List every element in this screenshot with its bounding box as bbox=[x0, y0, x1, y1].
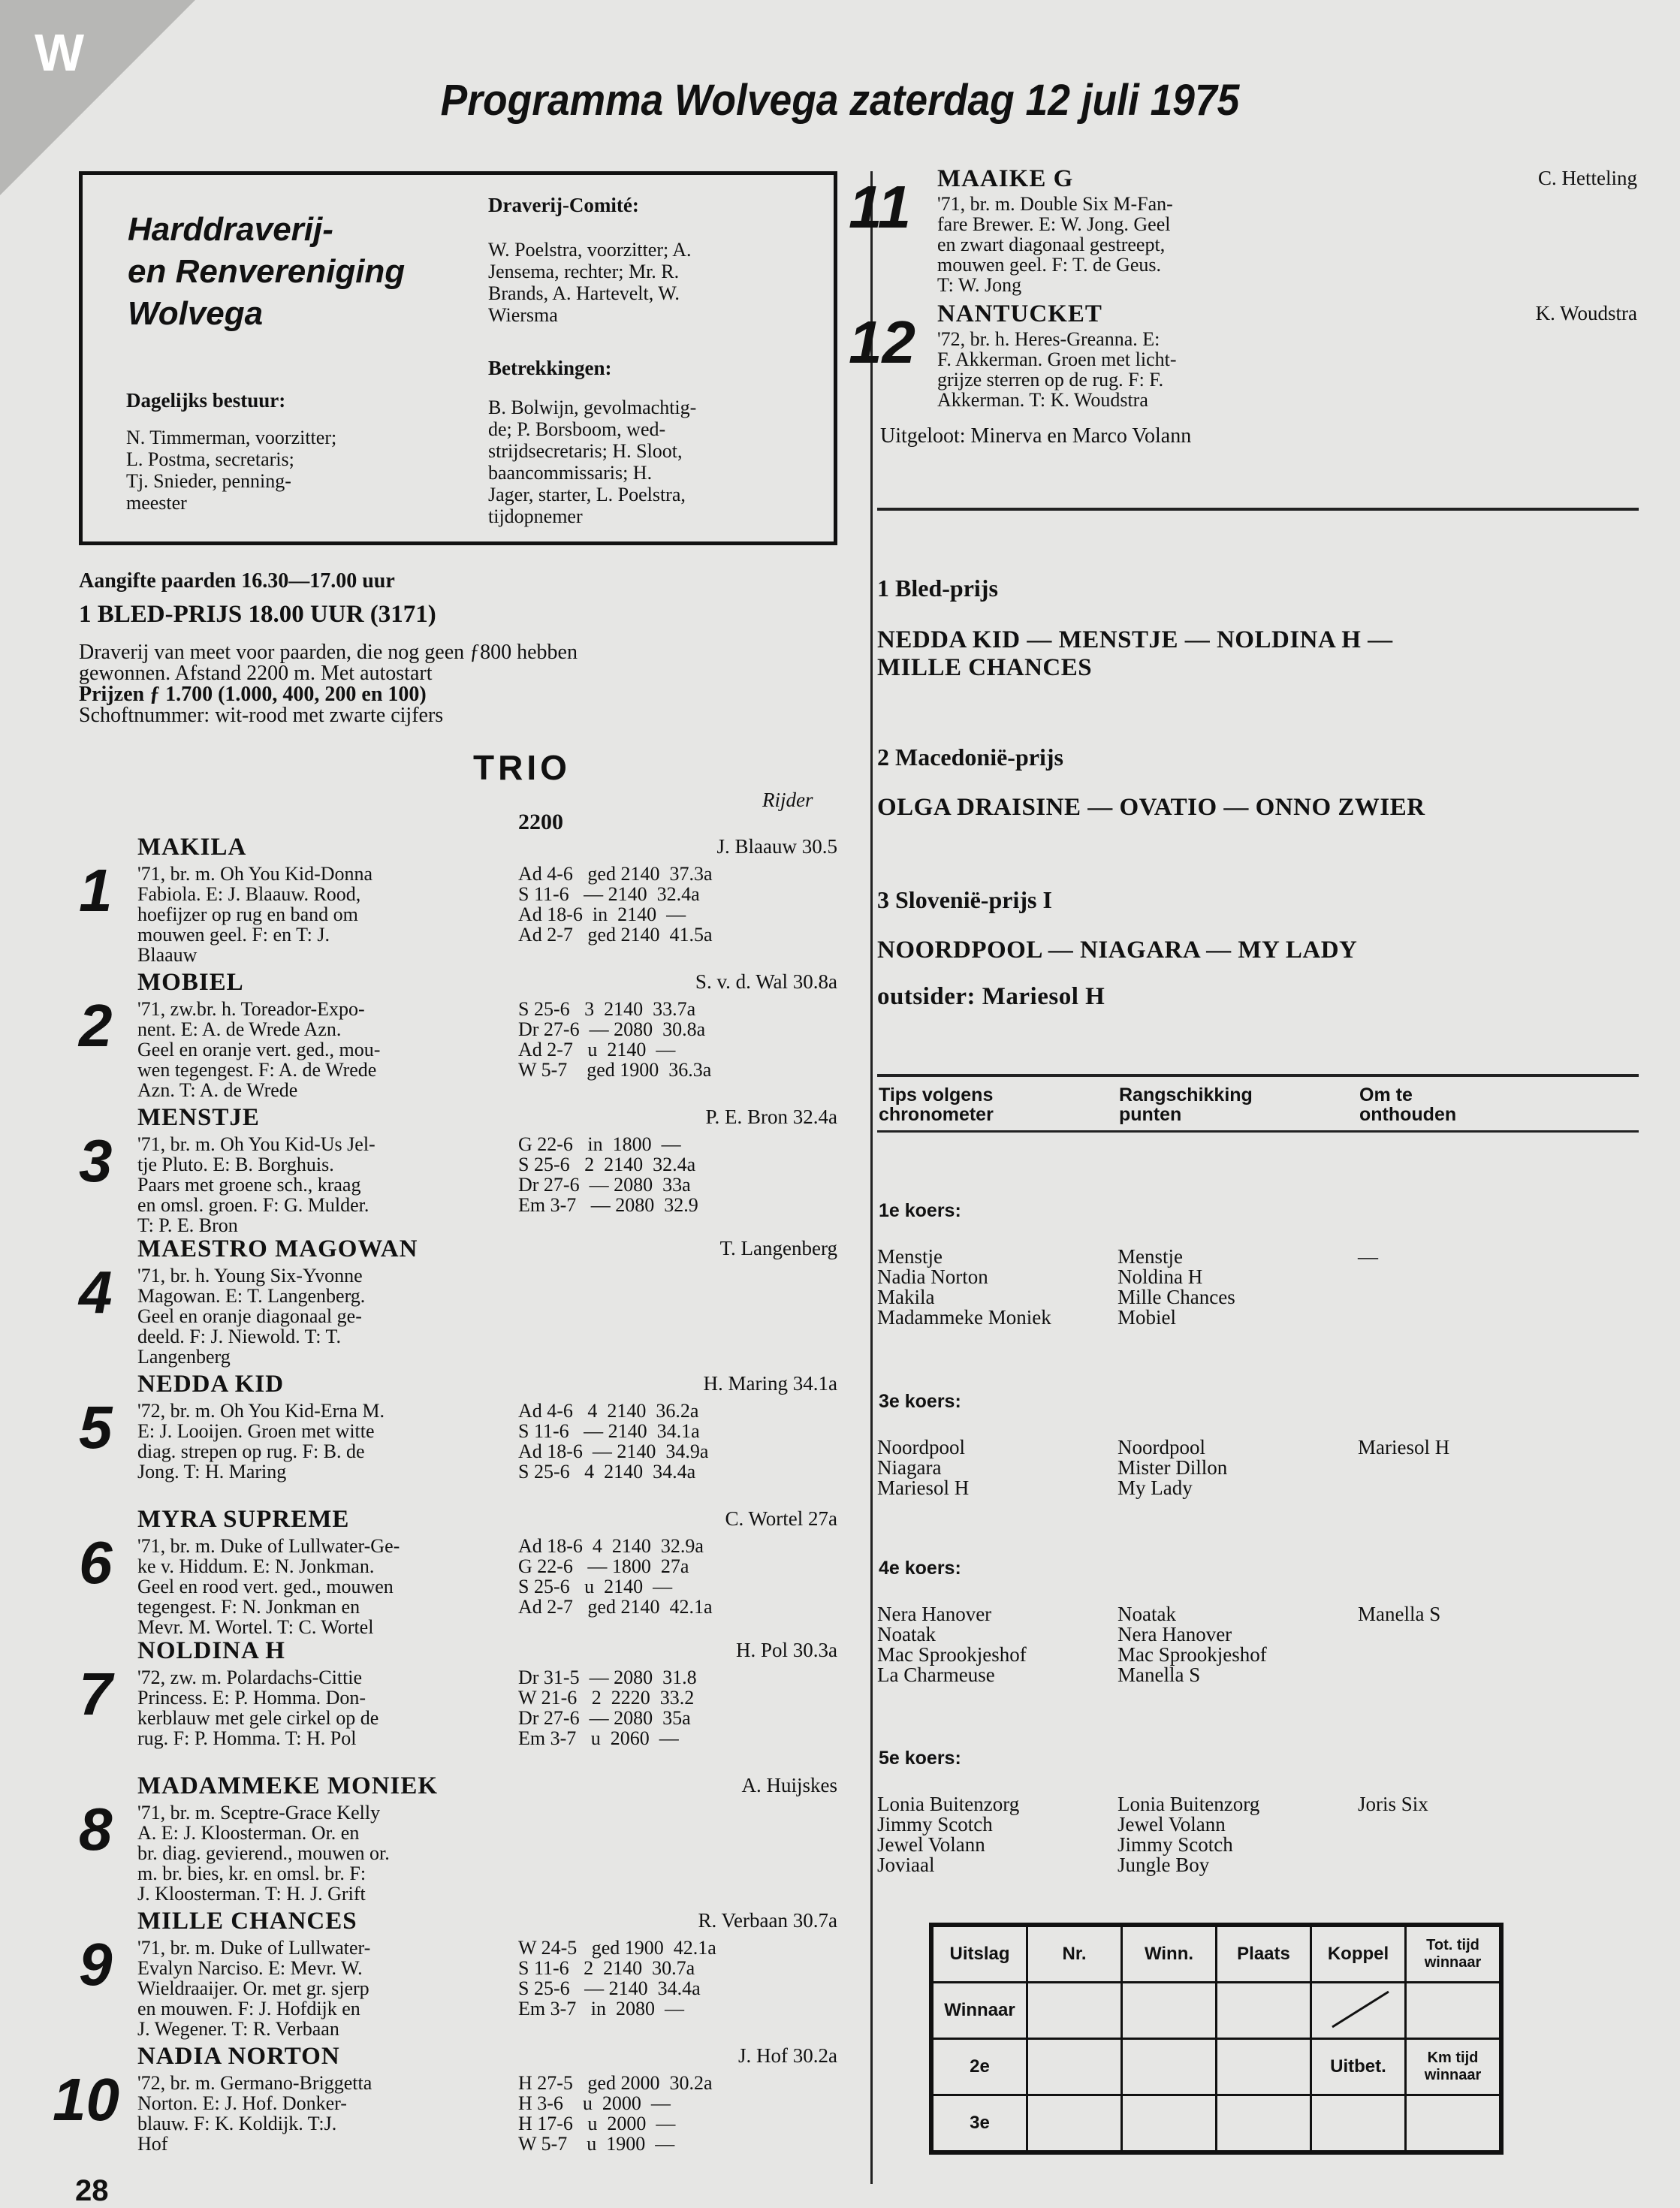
tips-entry: Manella S bbox=[1358, 1603, 1441, 1625]
performance-line: Ad 18-6 4 2140 32.9a bbox=[518, 1535, 704, 1557]
horse-rider: T. Langenberg bbox=[719, 1237, 837, 1259]
trio-label: TRIO bbox=[473, 748, 571, 787]
comite-line: Jensema, rechter; Mr. R. bbox=[488, 261, 680, 282]
race-schoft: Schoftnummer: wit-rood met zwarte cijfers bbox=[79, 704, 444, 727]
performance-line: S 25-6 3 2140 33.7a bbox=[518, 998, 696, 1020]
tips-entry: Lonia Buitenzorg bbox=[877, 1793, 1020, 1815]
distance-label: 2200 bbox=[518, 810, 563, 834]
tips-header-line: punten bbox=[1119, 1104, 1182, 1125]
tips-column bbox=[1358, 1436, 1449, 1456]
tips-entry: Mariesol H bbox=[1358, 1436, 1450, 1458]
race-conditions bbox=[79, 642, 830, 726]
tips-entry: Makila bbox=[877, 1286, 935, 1308]
horse-description-line: Princess. E: P. Homma. Don- bbox=[137, 1687, 366, 1709]
tips-header-3 bbox=[1359, 1085, 1456, 1124]
horse-description bbox=[937, 329, 1343, 410]
prediction-heading: 3 Slovenië-prijs I bbox=[877, 886, 1052, 913]
tips-column bbox=[1358, 1793, 1428, 1813]
result-cell bbox=[1122, 1983, 1217, 2039]
horse-description-line: '72, zw. m. Polardachs-Cittie bbox=[137, 1667, 363, 1688]
performance-line: Dr 27-6 — 2080 30.8a bbox=[518, 1018, 706, 1040]
tips-header-rule bbox=[877, 1130, 1639, 1133]
tips-entry: Noldina H bbox=[1117, 1265, 1203, 1288]
horse-description-line: deeld. F: J. Niewold. T: T. bbox=[137, 1326, 341, 1347]
horse-description-line: T: W. Jong bbox=[937, 274, 1022, 296]
performance-line: Dr 31-5 — 2080 31.8 bbox=[518, 1667, 697, 1688]
result-header-cell: Koppel bbox=[1311, 1925, 1406, 1983]
horse-rider: P. E. Bron 32.4a bbox=[705, 1106, 837, 1128]
tips-column bbox=[1358, 1603, 1440, 1623]
betrekkingen-line: baancommissaris; H. bbox=[488, 462, 653, 484]
result-cell bbox=[1406, 1983, 1502, 2039]
race-condition-line: Draverij van meet voor paarden, die nog geen ƒ800 hebben bbox=[79, 641, 578, 664]
horse-performances bbox=[518, 2073, 837, 2154]
horse-description-line: '72, br. m. Germano-Briggetta bbox=[137, 2072, 372, 2094]
prediction-3 bbox=[877, 886, 1628, 1011]
horse-description-line: J. Kloosterman. T: H. J. Grift bbox=[137, 1883, 366, 1905]
performance-line: S 11-6 — 2140 34.1a bbox=[518, 1420, 700, 1442]
horse-performances bbox=[518, 999, 837, 1080]
horse-rider: H. Pol 30.3a bbox=[736, 1639, 837, 1661]
performance-line: Ad 18-6 — 2140 34.9a bbox=[518, 1440, 709, 1462]
result-table bbox=[929, 1923, 1504, 2155]
club-name-line: Harddraverij- bbox=[128, 211, 333, 248]
horse-description-line: Geel en oranje diagonaal ge- bbox=[137, 1305, 362, 1327]
betrekkingen-line: tijdopnemer bbox=[488, 505, 583, 527]
performance-line: Dr 27-6 — 2080 35a bbox=[518, 1707, 691, 1729]
horse-description-line: en omsl. groen. F: G. Mulder. bbox=[137, 1194, 369, 1216]
tips-entry: Madammeke Moniek bbox=[877, 1306, 1051, 1329]
performance-line: Ad 4-6 ged 2140 37.3a bbox=[518, 863, 713, 885]
tips-entry: Jimmy Scotch bbox=[877, 1813, 993, 1835]
tips-entry: Noatak bbox=[877, 1623, 936, 1645]
horse-description-line: Azn. T: A. de Wrede bbox=[137, 1079, 298, 1101]
horse-description-line: '72, br. h. Heres-Greanna. E: bbox=[937, 328, 1160, 350]
horse-description-line: br. diag. gevierend., mouwen or. bbox=[137, 1842, 390, 1864]
horse-performances bbox=[518, 1536, 837, 1617]
corner-letter: W bbox=[35, 23, 85, 82]
tips-column bbox=[1117, 1245, 1235, 1329]
club-box bbox=[79, 171, 837, 545]
horse-name: MAKILA bbox=[137, 834, 247, 861]
tips-header-line: Om te bbox=[1359, 1084, 1413, 1106]
tips-entry: — bbox=[1358, 1245, 1378, 1268]
horse-rider: J. Blaauw 30.5 bbox=[716, 835, 837, 858]
result-header-cell: Winn. bbox=[1122, 1925, 1217, 1983]
result-row-label: 2e bbox=[931, 2039, 1027, 2095]
horse-description-line: en mouwen. F: J. Hofdijk en bbox=[137, 1998, 360, 2019]
betrekkingen-label: Betrekkingen: bbox=[488, 357, 612, 379]
tips-entry: Joviaal bbox=[877, 1854, 935, 1876]
result-row-label: 3e bbox=[931, 2095, 1027, 2153]
tips-top-rule bbox=[877, 1074, 1639, 1077]
horse-rider: C. Hetteling bbox=[1538, 167, 1637, 189]
result-cell bbox=[1311, 2095, 1406, 2153]
tips-entry: Jimmy Scotch bbox=[1117, 1833, 1233, 1856]
horse-description-line: E: J. Looijen. Groen met witte bbox=[137, 1420, 375, 1442]
performance-line: W 5-7 u 1900 — bbox=[518, 2133, 675, 2155]
horse-number: 5 bbox=[79, 1394, 113, 1461]
tips-column bbox=[877, 1245, 1051, 1329]
tips-section-label: 5e koers: bbox=[879, 1748, 961, 1769]
horse-name: MENSTJE bbox=[137, 1104, 260, 1131]
tips-entry: Menstje bbox=[1117, 1245, 1183, 1268]
result-header-cell: Nr. bbox=[1027, 1925, 1122, 1983]
result-header-cell: Plaats bbox=[1217, 1925, 1311, 1983]
tips-entry: My Lady bbox=[1117, 1477, 1193, 1499]
horse-rider: H. Maring 34.1a bbox=[703, 1372, 837, 1395]
horse-description-line: Jong. T: H. Maring bbox=[137, 1461, 287, 1483]
horse-description-line: en zwart diagonaal gestreept, bbox=[937, 234, 1166, 255]
tips-section-label: 1e koers: bbox=[879, 1200, 961, 1221]
betrekkingen-line: Jager, starter, L. Poelstra, bbox=[488, 484, 686, 505]
race-prizes: Prijzen ƒ 1.700 (1.000, 400, 200 en 100) bbox=[79, 683, 427, 706]
tips-column bbox=[1358, 1245, 1378, 1268]
horse-description-line: '71, br. m. Duke of Lullwater- bbox=[137, 1937, 371, 1959]
horse-number: 8 bbox=[79, 1796, 113, 1863]
horse-rider: C. Wortel 27a bbox=[725, 1507, 837, 1530]
club-name-line: en Renvereniging bbox=[128, 253, 406, 290]
horse-description-line: Blaauw bbox=[137, 944, 198, 966]
tips-section-label: 3e koers: bbox=[879, 1391, 961, 1412]
horse-description-line: Geel en oranje vert. ged., mou- bbox=[137, 1039, 381, 1060]
tips-header-1 bbox=[879, 1085, 994, 1124]
horse-name: NANTUCKET bbox=[937, 300, 1102, 327]
horse-description-line: Akkerman. T: K. Woudstra bbox=[937, 389, 1148, 411]
tips-entry: Jewel Volann bbox=[877, 1833, 985, 1856]
horse-number: 1 bbox=[79, 857, 113, 924]
performance-line: Ad 4-6 4 2140 36.2a bbox=[518, 1400, 699, 1422]
prediction-line: NEDDA KID — MENSTJE — NOLDINA H — bbox=[877, 626, 1393, 653]
performance-line: Dr 27-6 — 2080 33a bbox=[518, 1174, 691, 1196]
bestuur-line: N. Timmerman, voorzitter; bbox=[126, 427, 337, 448]
result-cell bbox=[1217, 2039, 1311, 2095]
performance-line: Ad 2-7 u 2140 — bbox=[518, 1039, 676, 1060]
horse-name: MYRA SUPREME bbox=[137, 1506, 350, 1533]
horse-description bbox=[137, 1265, 517, 1367]
horse-description-line: nent. E: A. de Wrede Azn. bbox=[137, 1018, 342, 1040]
horse-description bbox=[137, 1401, 517, 1482]
tips-entry: Mac Sprookjeshof bbox=[877, 1643, 1027, 1666]
tips-column bbox=[1117, 1793, 1259, 1874]
result-row bbox=[931, 1983, 1501, 2039]
bestuur-list bbox=[126, 427, 336, 514]
tips-header-line: Tips volgens bbox=[879, 1084, 994, 1106]
bestuur-line: L. Postma, secretaris; bbox=[126, 448, 294, 470]
bestuur-label: Dagelijks bestuur: bbox=[126, 389, 286, 412]
tips-entry: Jewel Volann bbox=[1117, 1813, 1226, 1835]
rijder-label: Rijder bbox=[762, 789, 813, 811]
performance-line: G 22-6 — 1800 27a bbox=[518, 1555, 689, 1577]
prediction-2 bbox=[877, 744, 1628, 822]
betrekkingen-line: strijdsecretaris; H. Sloot, bbox=[488, 440, 683, 462]
tips-entry: Noordpool bbox=[1117, 1436, 1205, 1458]
horse-description-line: tje Pluto. E: B. Borghuis. bbox=[137, 1154, 334, 1175]
tips-entry: Noordpool bbox=[877, 1436, 965, 1458]
tips-header-line: onthouden bbox=[1359, 1104, 1457, 1125]
performance-line: W 24-5 ged 1900 42.1a bbox=[518, 1937, 716, 1959]
performance-line: S 11-6 — 2140 32.4a bbox=[518, 883, 700, 905]
comite-list bbox=[488, 239, 692, 326]
horse-description-line: Wieldraaijer. Or. met gr. sjerp bbox=[137, 1977, 369, 1999]
performance-line: S 25-6 u 2140 — bbox=[518, 1576, 673, 1597]
horse-rider: R. Verbaan 30.7a bbox=[698, 1909, 837, 1932]
horse-description-line: '71, br. m. Oh You Kid-Us Jel- bbox=[137, 1133, 376, 1155]
horse-description-line: '71, br. m. Sceptre-Grace Kelly bbox=[137, 1802, 381, 1823]
horse-description-line: Geel en rood vert. ged., mouwen bbox=[137, 1576, 394, 1597]
comite-label: Draverij-Comité: bbox=[488, 194, 639, 216]
performance-line: S 25-6 — 2140 34.4a bbox=[518, 1977, 701, 1999]
result-cell bbox=[1217, 2095, 1311, 2153]
prediction-line: NOORDPOOL — NIAGARA — MY LADY bbox=[877, 937, 1358, 964]
club-name bbox=[128, 209, 405, 335]
horse-name: NOLDINA H bbox=[137, 1637, 285, 1664]
horse-description-line: '71, br. m. Double Six M-Fan- bbox=[937, 193, 1173, 215]
tips-column bbox=[1117, 1436, 1227, 1497]
result-cell bbox=[1027, 1983, 1122, 2039]
betrekkingen-line: de; P. Borsboom, wed- bbox=[488, 418, 666, 440]
horse-description bbox=[137, 999, 517, 1100]
horse-performances bbox=[518, 1401, 837, 1482]
horse-number: 6 bbox=[79, 1529, 113, 1596]
tips-entry: Mariesol H bbox=[877, 1477, 970, 1499]
result-cell bbox=[1027, 2039, 1122, 2095]
horse-description-line: mouwen geel. F: en T: J. bbox=[137, 924, 330, 946]
performance-line: S 25-6 2 2140 32.4a bbox=[518, 1154, 696, 1175]
horse-performances bbox=[518, 864, 837, 945]
horse-number: 3 bbox=[79, 1127, 113, 1194]
horse-description-line: ke v. Hiddum. E: N. Jonkman. bbox=[137, 1555, 375, 1577]
horse-description-line: '71, br. m. Duke of Lullwater-Ge- bbox=[137, 1535, 400, 1557]
prediction-line: MILLE CHANCES bbox=[877, 654, 1093, 681]
horse-name: MAESTRO MAGOWAN bbox=[137, 1235, 418, 1262]
horse-name: MILLE CHANCES bbox=[137, 1908, 357, 1935]
divider bbox=[877, 508, 1639, 511]
tips-entry: Nera Hanover bbox=[1117, 1623, 1232, 1645]
performance-line: Ad 2-7 ged 2140 42.1a bbox=[518, 1596, 713, 1618]
horse-description-line: Evalyn Narciso. E: Mevr. W. bbox=[137, 1957, 363, 1979]
performance-line: W 5-7 ged 1900 36.3a bbox=[518, 1059, 712, 1081]
tips-section-label: 4e koers: bbox=[879, 1558, 961, 1579]
comite-line: Wiersma bbox=[488, 304, 558, 326]
horse-description bbox=[137, 1536, 517, 1637]
performance-line: Ad 18-6 in 2140 — bbox=[518, 903, 686, 925]
horse-description-line: Langenberg bbox=[137, 1346, 231, 1368]
horse-description-line: tegengest. F: N. Jonkman en bbox=[137, 1596, 360, 1618]
betrekkingen-line: B. Bolwijn, gevolmachtig- bbox=[488, 397, 697, 418]
performance-line: W 21-6 2 2220 33.2 bbox=[518, 1687, 695, 1709]
tips-entry: Mobiel bbox=[1117, 1306, 1176, 1329]
bestuur-line: meester bbox=[126, 492, 187, 514]
result-cell bbox=[1406, 2095, 1502, 2153]
race-heading: 1 BLED-PRIJS 18.00 UUR (3171) bbox=[79, 601, 436, 628]
tips-column bbox=[877, 1436, 969, 1497]
horse-name: MAAIKE G bbox=[937, 165, 1074, 192]
horse-number: 7 bbox=[79, 1661, 113, 1727]
horse-description-line: '72, br. m. Oh You Kid-Erna M. bbox=[137, 1400, 385, 1422]
horse-description-line: '71, br. h. Young Six-Yvonne bbox=[137, 1265, 363, 1286]
performance-line: G 22-6 in 1800 — bbox=[518, 1133, 681, 1155]
horse-description-line: wen tegengest. F: A. de Wrede bbox=[137, 1059, 377, 1081]
performance-line: Em 3-7 u 2060 — bbox=[518, 1727, 679, 1749]
horse-performances bbox=[518, 1667, 837, 1748]
comite-line: Brands, A. Hartevelt, W. bbox=[488, 282, 680, 304]
result-header-cell: Uitslag bbox=[931, 1925, 1027, 1983]
km-tijd-label: Km tijd winnaar bbox=[1406, 2039, 1502, 2095]
tips-entry: Mille Chances bbox=[1117, 1286, 1235, 1308]
horse-description-line: A. E: J. Kloosterman. Or. en bbox=[137, 1822, 360, 1844]
horse-description-line: Norton. E: J. Hof. Donker- bbox=[137, 2092, 347, 2114]
horse-description-line: '71, br. m. Oh You Kid-Donna bbox=[137, 863, 373, 885]
tips-entry: Nera Hanover bbox=[877, 1603, 992, 1625]
horse-name: MADAMMEKE MONIEK bbox=[137, 1772, 439, 1799]
tips-entry: Menstje bbox=[877, 1245, 943, 1268]
horse-name: NEDDA KID bbox=[137, 1371, 285, 1398]
performance-line: S 25-6 4 2140 34.4a bbox=[518, 1461, 696, 1483]
horse-description-line: '71, zw.br. h. Toreador-Expo- bbox=[137, 998, 365, 1020]
result-row-label: Winnaar bbox=[931, 1983, 1027, 2039]
horse-rider: K. Woudstra bbox=[1535, 302, 1637, 324]
tips-header-line: Rangschikking bbox=[1119, 1084, 1253, 1106]
tips-entry: Nadia Norton bbox=[877, 1265, 988, 1288]
horse-description-line: Fabiola. E: J. Blaauw. Rood, bbox=[137, 883, 361, 905]
tips-entry: Mister Dillon bbox=[1117, 1456, 1228, 1479]
horse-description bbox=[137, 1667, 517, 1748]
page-number: 28 bbox=[75, 2174, 109, 2207]
horse-description-line: diag. strepen op rug. F: B. de bbox=[137, 1440, 365, 1462]
tips-header-2 bbox=[1119, 1085, 1253, 1124]
tips-column bbox=[877, 1793, 1019, 1874]
performance-line: Em 3-7 — 2080 32.9 bbox=[518, 1194, 698, 1216]
horse-description-line: Magowan. E: T. Langenberg. bbox=[137, 1285, 366, 1307]
tips-entry: Mac Sprookjeshof bbox=[1117, 1643, 1267, 1666]
horse-description-line: m. br. bies, kr. en omsl. br. F: bbox=[137, 1863, 366, 1884]
uitbet-label: Uitbet. bbox=[1311, 2039, 1406, 2095]
tips-column bbox=[1117, 1603, 1267, 1684]
slash-mark bbox=[1317, 1986, 1400, 2031]
performance-line: S 11-6 2 2140 30.7a bbox=[518, 1957, 695, 1979]
horse-name: NADIA NORTON bbox=[137, 2043, 340, 2070]
prediction-1 bbox=[877, 575, 1628, 682]
horse-number: 4 bbox=[79, 1259, 113, 1326]
horse-number: 9 bbox=[79, 1931, 113, 1998]
horse-rider: J. Hof 30.2a bbox=[738, 2044, 837, 2067]
horse-rider: S. v. d. Wal 30.8a bbox=[695, 970, 837, 993]
horse-description-line: Paars met groene sch., kraag bbox=[137, 1174, 361, 1196]
horse-description-line: fare Brewer. E: W. Jong. Geel bbox=[937, 213, 1171, 235]
horse-name: MOBIEL bbox=[137, 969, 244, 996]
koppel-slash-cell bbox=[1311, 1983, 1406, 2039]
column-divider bbox=[870, 171, 873, 2184]
prediction-line: OLGA DRAISINE — OVATIO — ONNO ZWIER bbox=[877, 794, 1425, 821]
tips-entry: Jungle Boy bbox=[1117, 1854, 1210, 1876]
tips-entry: Joris Six bbox=[1358, 1793, 1428, 1815]
aangifte: Aangifte paarden 16.30—17.00 uur bbox=[79, 569, 395, 593]
result-row bbox=[931, 2095, 1501, 2153]
horse-performances bbox=[518, 1134, 837, 1215]
horse-description-line: Mevr. M. Wortel. T: C. Wortel bbox=[137, 1616, 374, 1638]
prediction-heading: 2 Macedonië-prijs bbox=[877, 744, 1063, 771]
performance-line: Ad 2-7 ged 2140 41.5a bbox=[518, 924, 713, 946]
horse-description bbox=[137, 2073, 517, 2154]
horse-description-line: blauw. F: K. Koldijk. T:J. bbox=[137, 2113, 337, 2134]
tips-entry: Lonia Buitenzorg bbox=[1117, 1793, 1260, 1815]
performance-line: Em 3-7 in 2080 — bbox=[518, 1998, 684, 2019]
horse-description bbox=[137, 1802, 517, 1904]
horse-rider: A. Huijskes bbox=[741, 1774, 837, 1796]
performance-line: H 27-5 ged 2000 30.2a bbox=[518, 2072, 713, 2094]
tips-header-line: chronometer bbox=[879, 1104, 994, 1125]
result-header-cell: Tot. tijd winnaar bbox=[1406, 1925, 1502, 1983]
performance-line: H 17-6 u 2000 — bbox=[518, 2113, 676, 2134]
horse-number: 10 bbox=[53, 2066, 119, 2133]
horse-description-line: rug. F: P. Homma. T: H. Pol bbox=[137, 1727, 357, 1749]
result-cell bbox=[1122, 2095, 1217, 2153]
result-cell bbox=[1027, 2095, 1122, 2153]
race-condition-line: gewonnen. Afstand 2200 m. Met autostart bbox=[79, 662, 433, 685]
tips-entry: Manella S bbox=[1117, 1664, 1201, 1686]
horse-description bbox=[137, 1938, 517, 2039]
result-cell bbox=[1217, 1983, 1311, 2039]
club-name-line: Wolvega bbox=[128, 295, 264, 332]
horse-number: 11 bbox=[849, 173, 912, 240]
horse-description-line: F. Akkerman. Groen met licht- bbox=[937, 348, 1177, 370]
result-row bbox=[931, 2039, 1501, 2095]
performance-line: H 3-6 u 2000 — bbox=[518, 2092, 671, 2114]
page-title: Programma Wolvega zaterdag 12 juli 1975 bbox=[440, 76, 1240, 125]
horse-description bbox=[937, 194, 1343, 295]
prediction-outsider: outsider: Mariesol H bbox=[877, 983, 1105, 1010]
horse-number: 12 bbox=[849, 309, 915, 376]
uitgeloot: Uitgeloot: Minerva en Marco Volann bbox=[880, 424, 1192, 448]
tips-entry: Noatak bbox=[1117, 1603, 1176, 1625]
horse-description bbox=[137, 864, 517, 965]
tips-entry: Niagara bbox=[877, 1456, 942, 1479]
horse-description-line: J. Wegener. T: R. Verbaan bbox=[137, 2018, 339, 2040]
horse-description bbox=[137, 1134, 517, 1235]
tips-entry: La Charmeuse bbox=[877, 1664, 995, 1686]
tips-column bbox=[877, 1603, 1027, 1684]
betrekkingen-list bbox=[488, 397, 696, 527]
horse-description-line: T: P. E. Bron bbox=[137, 1214, 238, 1236]
horse-description-line: hoefijzer op rug en band om bbox=[137, 903, 358, 925]
horse-description-line: grijze sterren op de rug. F: F. bbox=[937, 369, 1164, 391]
horse-description-line: Hof bbox=[137, 2133, 168, 2155]
horse-number: 2 bbox=[79, 992, 113, 1059]
prediction-heading: 1 Bled-prijs bbox=[877, 575, 998, 602]
horse-performances bbox=[518, 1938, 837, 2019]
result-cell bbox=[1122, 2039, 1217, 2095]
comite-line: W. Poelstra, voorzitter; A. bbox=[488, 239, 692, 261]
bestuur-line: Tj. Snieder, penning- bbox=[126, 470, 291, 492]
horse-description-line: kerblauw met gele cirkel op de bbox=[137, 1707, 379, 1729]
horse-description-line: mouwen geel. F: T. de Geus. bbox=[937, 254, 1161, 276]
result-header-row bbox=[931, 1925, 1501, 1983]
